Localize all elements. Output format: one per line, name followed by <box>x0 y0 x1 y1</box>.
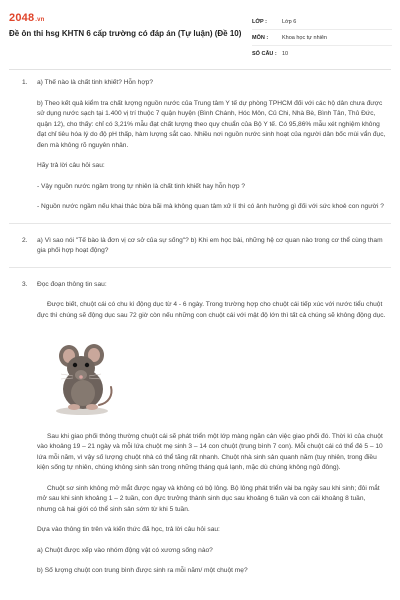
question-list <box>0 78 400 587</box>
question-2 <box>0 236 400 257</box>
question-number: 2. <box>22 236 28 244</box>
question-text: Đọc đoạn thông tin sau: <box>37 280 107 288</box>
header-divider <box>9 69 391 70</box>
page-title: Đề ôn thi hsg KHTN 6 cấp trường có đáp án (Tự luận) (Đề 10) <box>9 29 242 38</box>
question-1 <box>0 78 400 213</box>
question-text: a) Chuột được xếp vào nhóm động vật có xương sống nào? <box>37 546 213 554</box>
question-number: 1. <box>22 79 28 86</box>
question-text: a) Vì sao nói "Tế bào là đơn vị cơ sở của sự sống"? b) Khi em học bài, những hệ cơ quan nào trong cơ thể cùng tham gia phối hợp hoạt động? <box>37 236 383 254</box>
exam-meta-table <box>252 14 392 62</box>
question-text: Dựa vào thông tin trên và kiến thức đã học, trả lời câu hỏi sau: <box>37 526 220 533</box>
document-header <box>0 0 400 64</box>
question-text: a) Thế nào là chất tinh khiết? Hỗn hợp? <box>37 79 154 86</box>
question-text: b) Theo kết quả kiểm tra chất lượng nguồn nước của Trung tâm Y tế dự phòng TPHCM đối với các hộ dân chưa được sử dụng nước sạch tại 1.400 vị trí thuộc 7 quận huyện (Bình Chánh, Hóc Môn, Củ Chi, Nhà Bè, Bình Tân, Thủ Đức, quận 12), cho thấy: chỉ có 3,21% mẫu đạt chất lượng theo quy chuẩn của Bộ Y tế. Có 95,86% mẫu xét nghiệm không đạt chỉ tiêu hóa lý do độ pH thấp, hàm lượng sắt cao. Nhiều nơi nguồn nước sinh hoạt của người dân bốc mùi vẩn đục, đen mà không rõ nguyên nhân. <box>37 99 386 149</box>
question-text: Được biết, chuột cái có chu kì động dục từ 4 - 6 ngày. Trong trường hợp cho chuột cái tiếp xúc với nước tiểu chuột đực thì chúng sẽ động dục sau 72 giờ còn nếu những con chuột cái với mật độ lớn thì tất cả chúng sẽ không động dục. <box>37 301 386 319</box>
question-text: b) Số lượng chuột con trung bình được sinh ra mỗi năm/ một chuột mẹ? <box>37 567 248 574</box>
meta-row-question-count: SỐ CÂU : 10 <box>252 51 289 57</box>
question-3 <box>0 280 400 577</box>
question-text: Chuột sơ sinh không mở mắt được ngay và không có bộ lông. Bộ lông phát triển vài ba ngày sau khi sinh; đôi mắt mở sau khi sinh khoảng 1 – 2 tuần, con đực trưởng thành sinh dục sau khoảng 6 tuần và con cái khoảng 8 tuần, nhưng cả hai giới có thể sinh sản sớm từ khi 5 tuần. <box>37 484 380 513</box>
question-text: Sau khi giao phối thông thường chuột cái sẽ phát triển một lớp màng ngăn cản việc giao phối đó. Thời kì của chuột vào khoảng 19 – 21 ngày và mỗi lứa chuột mẹ sinh 3 – 14 con chuột (trung bình 7 con). Mỗi chuột cái có thể đẻ 5 – 10 lứa mỗi năm, vì vậy số lượng chuột nhà có thể tăng rất nhanh. Chuột nhà sinh sản quanh năm (tuy nhiên, trong điều kiện sống tự nhiên, chúng không sinh sản trong những tháng quá lạnh, mặc dù chúng không ngủ đông). <box>37 432 383 471</box>
rat-image <box>47 337 117 417</box>
question-divider <box>9 223 391 224</box>
meta-row-grade: LỚP : Lớp 6 <box>252 14 392 30</box>
site-logo[interactable]: 2048.vn <box>9 12 45 24</box>
meta-row-subject: MÔN : Khoa học tự nhiên <box>252 30 392 46</box>
question-text: Hãy trả lời câu hỏi sau: <box>37 162 105 169</box>
question-text: - Nguồn nước ngầm nếu khai thác bừa bãi mà không quan tâm xử lí thì có ảnh hưởng gì đối với sức khoẻ con người ? <box>37 203 384 210</box>
question-divider <box>9 267 391 268</box>
question-number: 3. <box>22 280 28 288</box>
question-text: - Vậy nguồn nước ngầm trong tự nhiên là chất tinh khiết hay hỗn hợp ? <box>37 182 246 190</box>
